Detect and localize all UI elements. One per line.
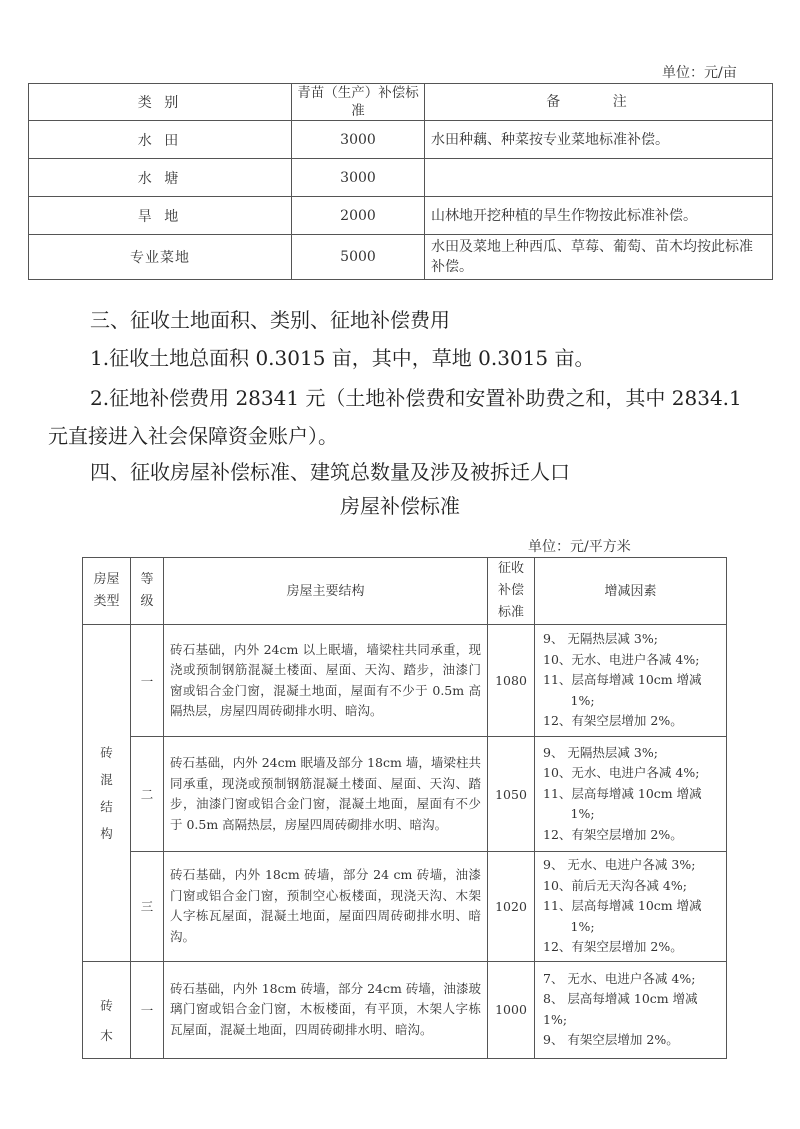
factor-item: 9、 无隔热层减 3%; xyxy=(543,631,658,647)
header-standard: 青苗（生产）补偿标准 xyxy=(292,84,425,121)
factor-item: 11、层高每增减 10cm 增减 1%; xyxy=(543,672,702,708)
row-note: 水田及菜地上种西瓜、草莓、葡萄、苗木均按此标准补偿。 xyxy=(425,235,773,280)
factor-item: 10、无水、电进户各减 4%; xyxy=(543,765,700,781)
grade: 三 xyxy=(131,852,164,962)
factor-item: 9、 无隔热层减 3%; xyxy=(543,744,658,760)
factor-item: 9、 有架空层增加 2%。 xyxy=(543,1032,679,1047)
house-compensation-table xyxy=(82,557,727,1059)
section3-heading: 三、征收土地面积、类别、征地补偿费用 xyxy=(90,308,450,332)
land-table-unit: 单位：元/亩 xyxy=(662,65,737,81)
house-table-title: 房屋补偿标准 xyxy=(340,494,460,518)
factor-item: 12、有架空层增加 2%。 xyxy=(543,939,683,954)
table-row xyxy=(29,235,773,280)
grade: 一 xyxy=(131,625,164,737)
factors xyxy=(535,852,727,962)
row-note: 山林地开挖种植的旱生作物按此标准补偿。 xyxy=(425,197,773,235)
header-note: 备 注 xyxy=(425,84,773,121)
table-row xyxy=(83,737,727,852)
standard: 1020 xyxy=(488,852,535,962)
section3-paragraph-2-line2: 元直接进入社会保障资金账户）。 xyxy=(48,424,338,448)
structure: 砖石基础，内外 18cm 砖墙，部分 24 cm 砖墙，油漆门窗或铝合金门窗，预制空心板楼面，现浇天沟、木架人字栋瓦屋面，混凝土地面，屋面四周砖砌排水明、暗沟。 xyxy=(164,852,488,962)
grade: 二 xyxy=(131,737,164,852)
table-row xyxy=(29,159,773,197)
table-header-row xyxy=(29,84,773,121)
house-type-brick-wood: 砖木 xyxy=(100,997,113,1043)
row-standard: 3000 xyxy=(292,159,425,197)
row-category: 水 塘 xyxy=(29,159,292,197)
house-type-brick-concrete: 砖混结构 xyxy=(100,744,113,841)
row-category: 专业菜地 xyxy=(29,235,292,280)
header-standard: 征收补偿标准 xyxy=(498,561,525,620)
header-category: 类 别 xyxy=(29,84,292,121)
factors xyxy=(535,961,727,1058)
house-table-unit: 单位：元/平方米 xyxy=(528,539,631,555)
structure: 砖石基础，内外 24cm 以上眠墙，墙梁柱共同承重，现浇或预制钢筋混凝土楼面、屋面、天沟、踏步，油漆门窗或铝合金门窗，混凝土地面，屋面有不少于 0.5m 高隔热层，房屋四周砖砌排水明、暗沟。 xyxy=(164,625,488,737)
factor-item: 9、 无水、电进户各减 3%; xyxy=(543,857,696,872)
section3-paragraph-2-line1: 2.征地补偿费用 28341 元（土地补偿费和安置补助费之和，其中 2834.1 xyxy=(90,386,742,410)
row-standard: 2000 xyxy=(292,197,425,235)
row-note xyxy=(425,159,773,197)
structure: 砖石基础，内外 18cm 砖墙，部分 24cm 砖墙，油漆玻璃门窗或铝合金门窗，木板楼面，有平顶，木架人字栋瓦屋面，混凝土地面，四周砖砌排水明、暗沟。 xyxy=(164,961,488,1058)
factor-item: 11、层高每增减 10cm 增减 1%; xyxy=(543,785,702,822)
grade: 一 xyxy=(131,961,164,1058)
factor-item: 7、 无水、电进户各减 4%; xyxy=(543,970,696,986)
standard: 1000 xyxy=(488,961,535,1058)
row-standard: 3000 xyxy=(292,121,425,159)
factors xyxy=(535,625,727,737)
table-header-row xyxy=(83,558,727,625)
factor-item: 10、无水、电进户各减 4%; xyxy=(543,651,700,667)
header-factors: 增减因素 xyxy=(535,558,727,625)
header-grade: 等级 xyxy=(140,572,154,609)
factors xyxy=(535,737,727,852)
table-row xyxy=(29,197,773,235)
factor-item: 12、有架空层增加 2%。 xyxy=(543,713,683,729)
factor-item: 8、 层高每增减 10cm 增减 1%; xyxy=(543,991,698,1027)
land-compensation-table xyxy=(28,83,773,280)
header-house-type: 房屋类型 xyxy=(93,572,120,609)
factor-item: 11、层高每增减 10cm 增减 1%; xyxy=(543,898,702,934)
factor-item: 12、有架空层增加 2%。 xyxy=(543,826,683,842)
table-row xyxy=(83,852,727,962)
row-note: 水田种藕、种菜按专业菜地标准补偿。 xyxy=(425,121,773,159)
section3-paragraph-1: 1.征收土地总面积 0.3015 亩，其中，草地 0.3015 亩。 xyxy=(90,346,595,370)
standard: 1080 xyxy=(488,625,535,737)
header-structure: 房屋主要结构 xyxy=(164,558,488,625)
table-row xyxy=(83,625,727,737)
structure: 砖石基础，内外 24cm 眠墙及部分 18cm 墙，墙梁柱共同承重，现浇或预制钢筋混凝土楼面、屋面、天沟、踏步，油漆门窗或铝合金门窗，混凝土地面，屋面有不少于 0.5m 高隔热层，房屋四周砖砌排水明、暗沟。 xyxy=(164,737,488,852)
standard: 1050 xyxy=(488,737,535,852)
row-standard: 5000 xyxy=(292,235,425,280)
table-row xyxy=(29,121,773,159)
factor-item: 10、前后无天沟各减 4%; xyxy=(543,877,687,893)
table-row xyxy=(83,961,727,1058)
row-category: 水 田 xyxy=(29,121,292,159)
section4-heading: 四、征收房屋补偿标准、建筑总数量及涉及被拆迁人口 xyxy=(90,460,570,484)
row-category: 旱 地 xyxy=(29,197,292,235)
